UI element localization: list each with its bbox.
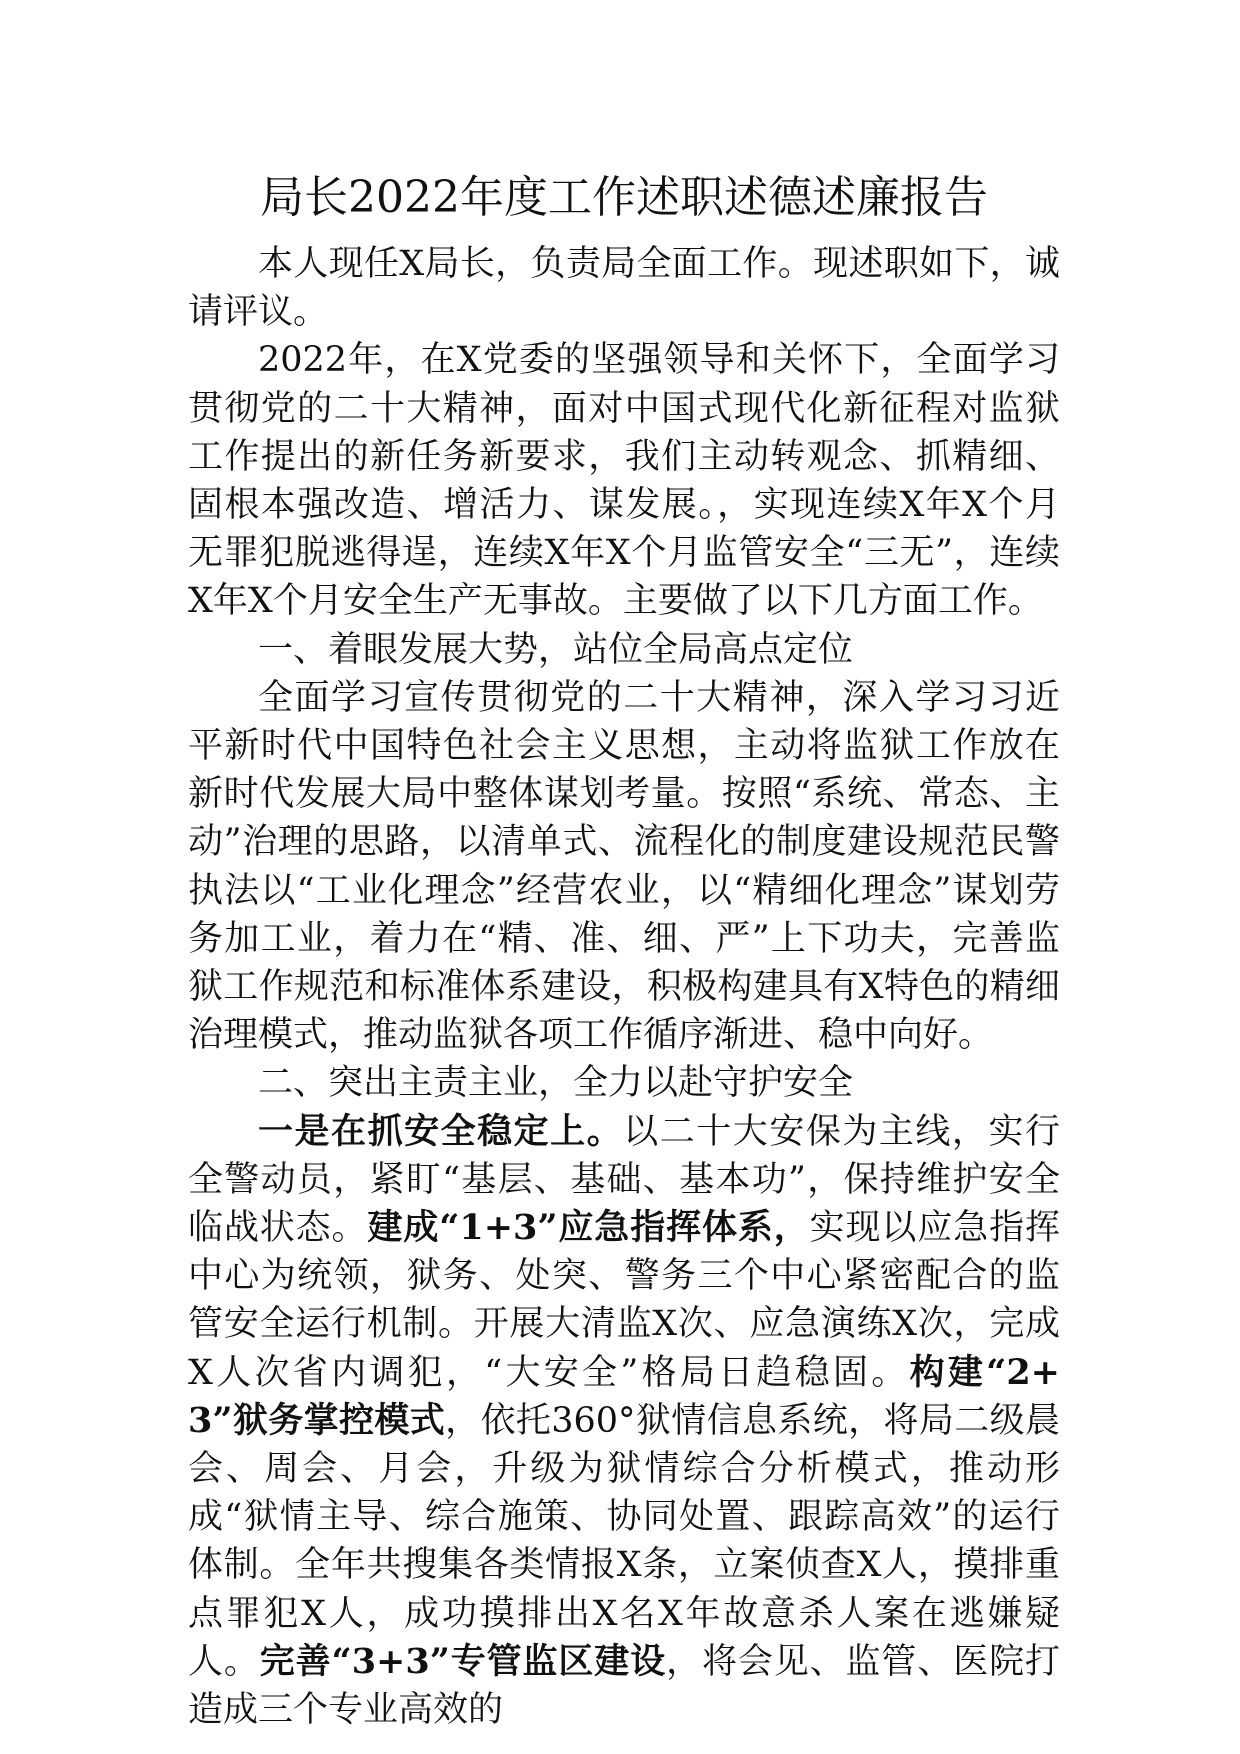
text-run: ，将会见、监管、医院打造成三个专业高效的 <box>188 1641 1060 1731</box>
document-page <box>188 168 1060 1734</box>
bold-prison-control-mode: 构建“2+3”狱务掌控模式 <box>188 1351 1060 1441</box>
intro-paragraph: 本人现任X局长，负责局全面工作。现述职如下，诚请评议。 <box>188 244 1060 333</box>
bold-emergency-system: 建成“1+3”应急指挥体系， <box>367 1207 810 1249</box>
bold-special-ward: 完善“3+3”专管监区建设 <box>259 1640 667 1682</box>
section-1-paragraph: 全面学习宣传贯彻党的二十大精神，深入学习习近平新时代中国特色社会主义思想，主动将监狱工作放在新时代发展大局中整体谋划考量。按照“系统、常态、主动”治理的思路，以清单式、流程化的制度建设规范民警执法以“工业化理念”经营农业，以“精细化理念”谋划劳务加工业，着力在“精、准、细、严”上下功夫，完善监狱工作规范和标准体系建设，积极构建具有X特色的精细治理模式，推动监狱各项工作循序渐进、稳中向好。 <box>188 677 1060 1056</box>
section-heading-1: 一、着眼发展大势，站位全局高点定位 <box>258 629 854 670</box>
text-run: ，依托360°狱情信息系统，将局二级晨会、周会、月会，升级为狱情综合分析模式，推动形成“狱情主导、综合施策、协同处置、跟踪高效”的运行体制。全年共搜集各类情报X条，立案侦查X人，摸排重点罪犯X人，成功摸排出X名X年故意杀人案在逃嫌疑人。 <box>188 1400 1060 1682</box>
bold-lead-safety: 一是在抓安全稳定上。 <box>258 1110 624 1152</box>
section-2-paragraph <box>188 1108 1060 1735</box>
text-run: 以二十大安保为主线，实行全警动员，紧盯“基层、基础、基本功”，保持维护安全临战状态。 <box>188 1111 1060 1249</box>
text-run: 实现以应急指挥中心为统领，狱务、处突、警务三个中心紧密配合的监管安全运行机制。开展大清监X次、应急演练X次，完成X人次省内调犯，“大安全”格局日趋稳固。 <box>188 1208 1060 1393</box>
summary-paragraph: 2022年，在X党委的坚强领导和关怀下，全面学习贯彻党的二十大精神，面对中国式现代化新征程对监狱工作提出的新任务新要求，我们主动转观念、抓精细、固根本强改造、增活力、谋发展。，实现连续X年X个月无罪犯脱逃得逞，连续X年X个月监管安全“三无”，连续X年X个月安全生产无事故。主要做了以下几方面工作。 <box>188 340 1060 622</box>
section-heading-2: 二、突出主责主业，全力以赴守护安全 <box>258 1063 854 1104</box>
document-title: 局长2022年度工作述职述德述廉报告 <box>260 172 988 223</box>
